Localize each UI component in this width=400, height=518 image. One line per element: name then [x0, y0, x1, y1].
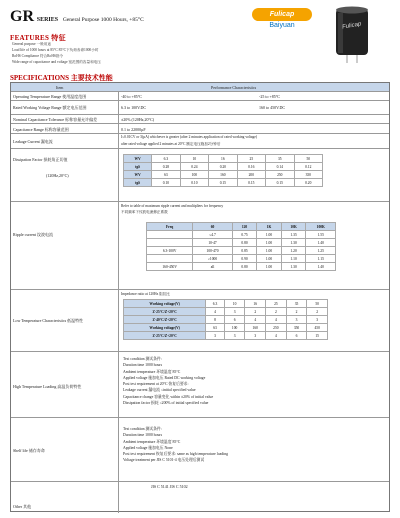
- row-label: High Temperature Loading 高温负荷特性: [13, 384, 82, 389]
- table-cell: 0.16: [237, 163, 265, 171]
- table-cell: 8: [206, 316, 224, 324]
- table-cell: 100: [180, 171, 208, 179]
- table-cell: 1.40: [306, 263, 336, 271]
- table-cell: 0.80: [232, 239, 256, 247]
- table-cell: 2: [245, 308, 266, 316]
- capacitor-label: Fulicap: [341, 21, 362, 31]
- header-perf: Performance Characteristics: [211, 85, 257, 90]
- spec-title: SPECIFICATIONS 主要技术性能: [10, 74, 113, 82]
- row-other: [11, 482, 389, 513]
- table-cell: 0.20: [209, 163, 237, 171]
- feature-item: General purpose 一般用途: [12, 42, 51, 46]
- table-cell: 1.30: [281, 263, 306, 271]
- table-cell: 0.85: [232, 247, 256, 255]
- spec-header-row: [11, 83, 389, 92]
- row-label: Nominal Capacitance Tolerance 标称容量允许偏差: [13, 117, 98, 122]
- table-cell: 1.30: [281, 239, 306, 247]
- table-cell: [147, 231, 193, 239]
- table-cell: 6.3-100V: [147, 247, 193, 255]
- table-cell: 35: [266, 155, 294, 163]
- row-label: Leakage Current 漏电流: [13, 139, 53, 144]
- table-cell: 1.15: [306, 255, 336, 263]
- table-cell: 1.40: [306, 239, 336, 247]
- table-cell: 0.90: [232, 255, 256, 263]
- table-cell: 350: [294, 171, 322, 179]
- row-value: -25 to +85°C: [259, 94, 280, 99]
- text-line: Leakage current 漏电流 ≤initial specified value: [123, 388, 196, 393]
- table-cell: 2: [307, 308, 328, 316]
- header-item: Item: [56, 85, 64, 90]
- row-shelf: [11, 418, 389, 482]
- table-cell: 4: [245, 316, 266, 324]
- table-cell: 16: [245, 300, 266, 308]
- logo-wordmark: Fulicap: [252, 8, 312, 21]
- table-cell: 160: [209, 171, 237, 179]
- table-cell: 6: [286, 332, 307, 340]
- table-cell: 1.00: [257, 247, 281, 255]
- table-cell: 100-470: [193, 247, 232, 255]
- row-value: after rated voltage applied 2 minutes at 20°C 额定电压施加2分钟后: [121, 142, 221, 146]
- text-line: Dissipation factor 损耗 ≤200% of initial specified value: [123, 401, 209, 406]
- table-cell: WV: [124, 155, 152, 163]
- row-label: Shelf life 储存寿命: [13, 448, 45, 453]
- row-note: Refer to table of maximum ripple current and multipliers for frequency: [121, 204, 224, 208]
- row-label: Rated Working Voltage Range 额定电压范围: [13, 105, 87, 110]
- row-value: 6.3 to 100V.DC: [121, 105, 147, 110]
- row-ripple: [11, 202, 389, 290]
- table-cell: 250: [266, 171, 294, 179]
- feature-item: RoHS Compliance 符合RoHS指令: [12, 54, 64, 58]
- row-label: Low Temperature Characteristics 低温特性: [13, 318, 84, 323]
- table-cell: Z-40°C/Z+20°C: [124, 316, 206, 324]
- lowtemp-table: [123, 299, 328, 340]
- row-captol: [11, 115, 389, 124]
- text-line: Duration time 1000 hours: [123, 363, 163, 368]
- row-value: ±20% (120Hz,20°C): [121, 117, 155, 122]
- table-cell: 1.00: [257, 239, 281, 247]
- table-cell: 0.12: [294, 163, 322, 171]
- text-line: Applied voltage 施加电压 Rated DC working voltage: [123, 375, 206, 380]
- row-hightemp: [11, 352, 389, 418]
- series-subtitle: General Purpose 1000 Hours, +85°C: [62, 17, 144, 23]
- table-cell: 3: [245, 332, 266, 340]
- table-cell: 160-450V: [147, 263, 193, 271]
- table-cell: 3: [224, 308, 245, 316]
- table-cell: 0.15: [209, 179, 237, 187]
- text-line: Duration time 1000 hours: [123, 433, 163, 438]
- table-cell: 10: [180, 155, 208, 163]
- table-cell: WV: [124, 171, 152, 179]
- row-value: -40 to +85°C: [121, 94, 142, 99]
- row-label: Capacitance Range 标称容量范围: [13, 127, 69, 132]
- table-cell: 6: [224, 316, 245, 324]
- text-line: Voltage treatment per JIS C 5101-4 电压处理后测试: [123, 458, 205, 463]
- table-cell: 50: [307, 300, 328, 308]
- text-line: Ambient temperature 环境温度 85°C: [123, 439, 181, 444]
- row-leakage: [11, 134, 389, 149]
- text-line: Applied voltage 施加电压 None: [123, 445, 173, 450]
- row-label: Dissipation Factor 损耗角正切值: [13, 157, 68, 162]
- row-voltage: [11, 101, 389, 115]
- table-cell: 1.35: [281, 231, 306, 239]
- shelf-text: [123, 426, 228, 464]
- row-df: [11, 149, 389, 202]
- table-cell: 4: [266, 316, 287, 324]
- table-cell: 450: [307, 324, 328, 332]
- table-cell: [147, 255, 193, 263]
- row-value: 0.1 to 22000µF: [121, 127, 146, 132]
- feature-item: Load life of 1000 hours at 85°C 85°C下负荷寿命1000小时: [12, 48, 99, 52]
- table-cell: ≤4.7: [193, 231, 232, 239]
- table-cell: 60: [193, 223, 232, 231]
- table-cell: 1.00: [257, 231, 281, 239]
- capacitor-image: [328, 5, 376, 63]
- table-cell: 1.00: [257, 255, 281, 263]
- table-cell: tgδ: [124, 163, 152, 171]
- table-cell: 0.24: [180, 163, 208, 171]
- row-caprange: [11, 124, 389, 134]
- table-cell: 0.14: [266, 163, 294, 171]
- table-cell: Working voltage(V): [124, 300, 206, 308]
- logo-sub: Baiyuan: [269, 22, 295, 29]
- table-cell: 10: [224, 300, 245, 308]
- row-temp: [11, 92, 389, 101]
- table-cell: 100: [224, 324, 245, 332]
- text-line: Capacitance change 容量变化 within ±20% of initial value: [123, 394, 214, 399]
- row-value: 160 to 450V.DC: [259, 105, 286, 110]
- row-value: JIS C 5141 JIS C 5102: [151, 484, 188, 489]
- table-cell: 120: [232, 223, 256, 231]
- table-cell: 25: [237, 155, 265, 163]
- table-cell: 0.15: [237, 179, 265, 187]
- table-cell: Freq: [147, 223, 193, 231]
- table-cell: 63: [206, 324, 224, 332]
- table-cell: 1.25: [306, 247, 336, 255]
- table-cell: 250: [266, 324, 287, 332]
- table-cell: 6.3: [206, 300, 224, 308]
- table-cell: 100K: [306, 223, 336, 231]
- table-cell: all: [193, 263, 232, 271]
- table-cell: 3: [286, 316, 307, 324]
- table-cell: 1K: [257, 223, 281, 231]
- spec-table: [10, 82, 390, 512]
- series-code: GR: [10, 8, 34, 25]
- table-cell: 0.75: [232, 231, 256, 239]
- hightemp-text: [123, 356, 213, 406]
- features-title: FEATURES 特征: [10, 34, 66, 42]
- row-label: Ripple current 纹波电流: [13, 232, 53, 237]
- table-cell: 10-47: [193, 239, 232, 247]
- row-note: Impedance ratio at 120Hz 阻抗比: [121, 292, 170, 296]
- table-cell: 0.10: [152, 179, 180, 187]
- table-cell: 63: [152, 171, 180, 179]
- table-cell: 200: [237, 171, 265, 179]
- text-line: Test condition 测试条件:: [123, 357, 162, 361]
- table-cell: 15: [307, 332, 328, 340]
- text-line: Post test requirement at 20°C 恢复后要求:: [123, 382, 189, 387]
- table-cell: 3: [224, 332, 245, 340]
- table-cell: ≥1000: [193, 255, 232, 263]
- table-cell: 2: [286, 308, 307, 316]
- table-cell: [147, 239, 193, 247]
- table-cell: 1.10: [281, 255, 306, 263]
- ripple-table: [146, 222, 336, 271]
- row-label: Other 其他: [13, 504, 32, 509]
- table-cell: 0.28: [152, 163, 180, 171]
- table-cell: 1.55: [306, 231, 336, 239]
- table-cell: 2: [266, 308, 287, 316]
- table-cell: 3: [206, 332, 224, 340]
- table-cell: 16: [209, 155, 237, 163]
- table-cell: Z-25°C/Z+20°C: [124, 308, 206, 316]
- table-cell: 160: [245, 324, 266, 332]
- brand-logo: [252, 8, 312, 34]
- text-line: Post test requirement 恢复后要求: same as high temperature loading: [123, 452, 229, 457]
- table-cell: 4: [206, 308, 224, 316]
- table-cell: 4: [266, 332, 287, 340]
- text-line: Test condition 测试条件:: [123, 427, 162, 431]
- table-cell: 25: [266, 300, 287, 308]
- table-cell: 0.80: [232, 263, 256, 271]
- row-lowtemp: [11, 290, 389, 352]
- table-cell: 35: [286, 300, 307, 308]
- table-cell: tgδ: [124, 179, 152, 187]
- table-cell: 1.00: [257, 263, 281, 271]
- table-cell: 6.3: [152, 155, 180, 163]
- table-cell: 1.20: [281, 247, 306, 255]
- table-cell: Z-25°C/Z+20°C: [124, 332, 206, 340]
- features-list: [12, 41, 227, 65]
- feature-item: Wide range of capacitance and voltage 宽范围的容量和电压: [12, 60, 101, 64]
- table-cell: 0.20: [294, 179, 322, 187]
- table-cell: 0.10: [180, 179, 208, 187]
- row-label: Operating Temperature Range 使用温度范围: [13, 94, 87, 99]
- table-cell: 10K: [281, 223, 306, 231]
- table-cell: 50: [294, 155, 322, 163]
- table-cell: 350: [286, 324, 307, 332]
- row-note: 不同频率下纹波电流修正系数: [121, 210, 168, 214]
- table-cell: 3: [307, 316, 328, 324]
- text-line: Ambient temperature 环境温度 85°C: [123, 369, 181, 374]
- row-value: I≤0.01CV or 3(µA) whichever is greater (after 2 minutes application of rated working voltage): [121, 135, 258, 139]
- row-label: (120Hz,20°C): [46, 173, 69, 178]
- table-cell: 0.15: [266, 179, 294, 187]
- table-cell: Working voltage(V): [124, 324, 206, 332]
- series-word: SERIES: [36, 17, 59, 23]
- df-table: [123, 154, 323, 187]
